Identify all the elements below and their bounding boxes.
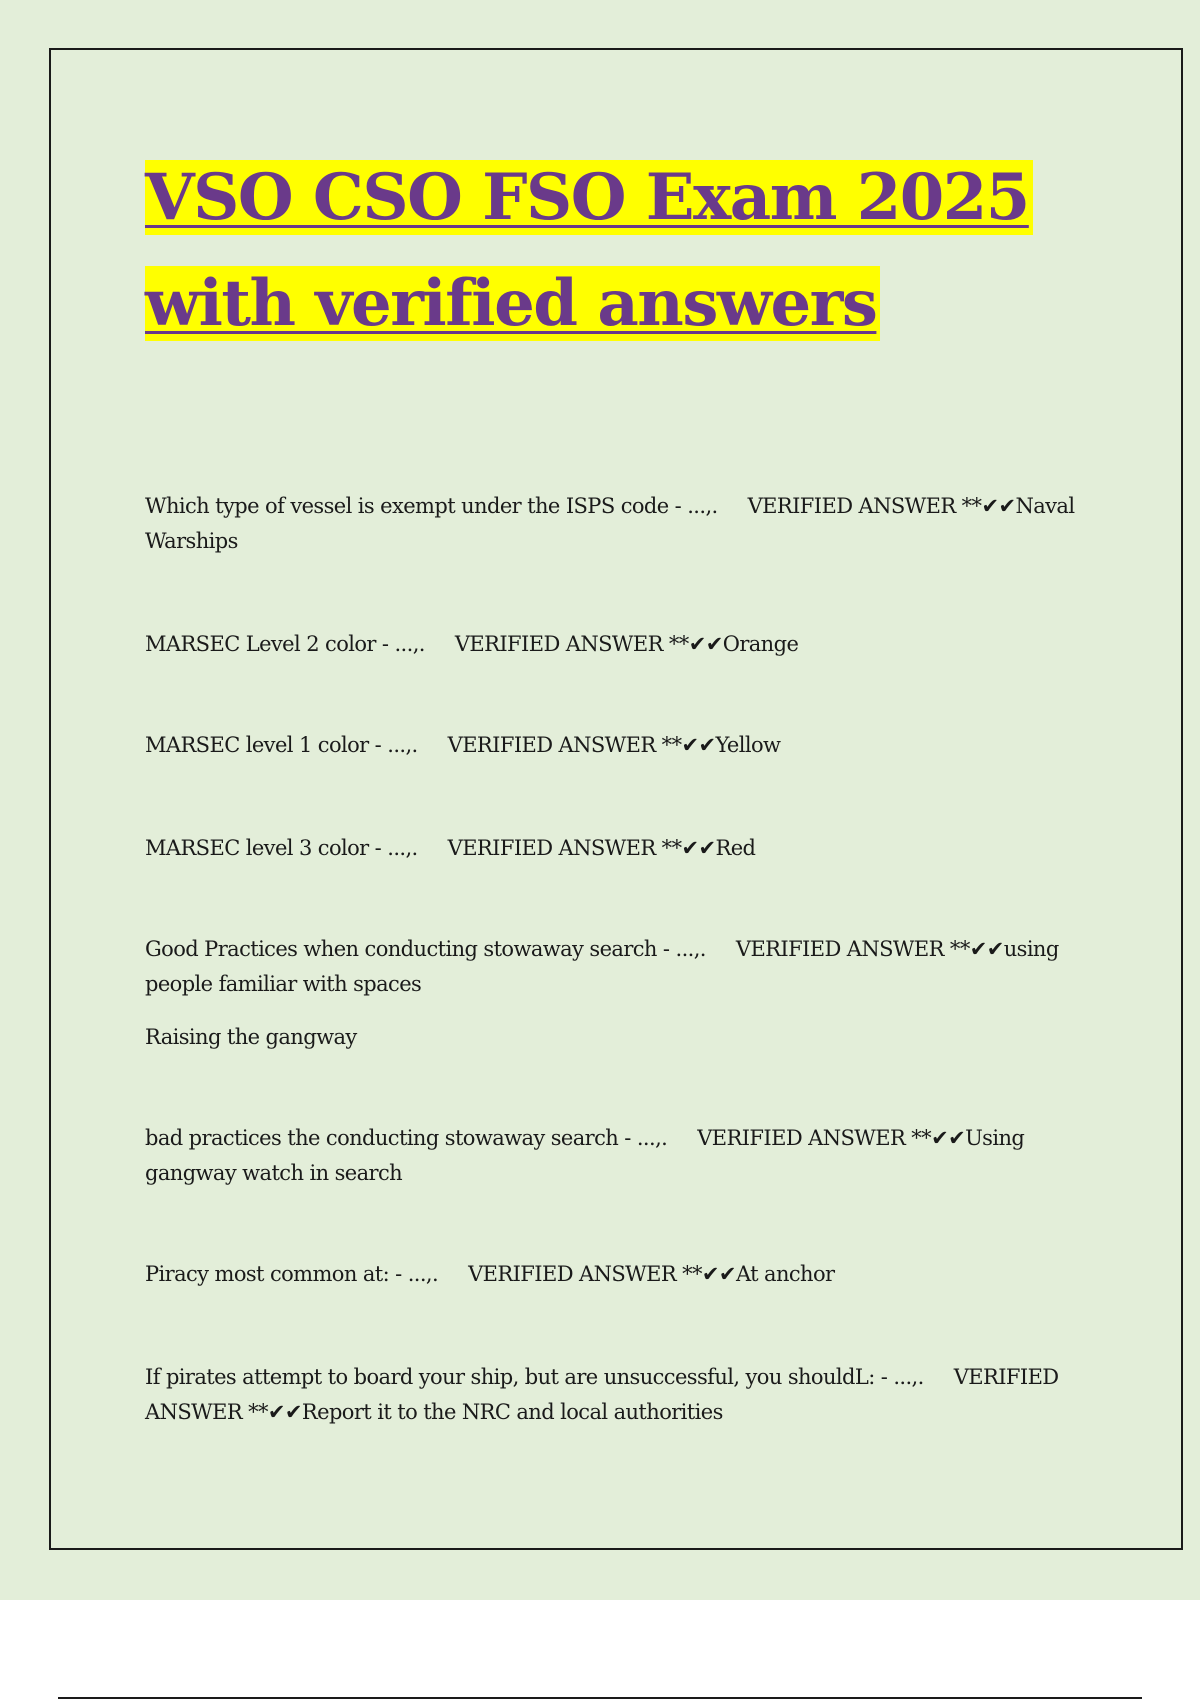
answer-text: Orange — [722, 632, 799, 656]
verified-answer-tag: VERIFIED ANSWER **✔✔ — [697, 1126, 966, 1150]
verified-answer-tag: VERIFIED ANSWER **✔✔ — [145, 1365, 1059, 1424]
verified-answer-tag: VERIFIED ANSWER **✔✔ — [447, 836, 716, 860]
title-line-1: VSO CSO FSO Exam 2025 — [145, 145, 1105, 251]
answer-text: Naval Warships — [145, 494, 1075, 553]
qa-item-7 — [145, 1257, 1075, 1292]
qa-item-5 — [145, 932, 1075, 1002]
qa-item-1 — [145, 489, 1075, 559]
qa-item-6 — [145, 1121, 1075, 1191]
question-text: If pirates attempt to board your ship, but are unsuccessful, you shouldL: - ...,. — [145, 1365, 924, 1389]
verified-answer-tag: VERIFIED ANSWER **✔✔ — [454, 632, 723, 656]
question-text: MARSEC Level 2 color - ...,. — [145, 632, 425, 656]
qa-item-8 — [145, 1360, 1075, 1430]
answer-text: Report it to the NRC and local authorities — [301, 1400, 723, 1424]
title-line-2: with verified answers — [145, 251, 1105, 357]
question-text: MARSEC level 1 color - ...,. — [145, 733, 418, 757]
qa-item-2 — [145, 627, 1075, 662]
answer-text: Red — [715, 836, 756, 860]
question-text: Good Practices when conducting stowaway search - ...,. — [145, 937, 706, 961]
question-text: MARSEC level 3 color - ...,. — [145, 836, 418, 860]
question-text: bad practices the conducting stowaway search - ...,. — [145, 1126, 668, 1150]
answer-text: Yellow — [715, 733, 781, 757]
qa-item-3 — [145, 728, 1075, 763]
verified-answer-tag: VERIFIED ANSWER **✔✔ — [447, 733, 716, 757]
answer-text: At anchor — [735, 1262, 835, 1286]
verified-answer-tag: VERIFIED ANSWER **✔✔ — [468, 1262, 736, 1286]
qa-item-4 — [145, 831, 1075, 866]
document-title — [145, 145, 1105, 357]
answer-text: using people familiar with spaces — [145, 937, 1059, 996]
verified-answer-tag: VERIFIED ANSWER **✔✔ — [747, 494, 1016, 518]
answer-text: Using gangway watch in search — [145, 1126, 1025, 1185]
verified-answer-tag: VERIFIED ANSWER **✔✔ — [735, 937, 1004, 961]
question-text: Piracy most common at: - ...,. — [145, 1262, 439, 1286]
footer-divider — [58, 1697, 1142, 1699]
question-text: Which type of vessel is exempt under the ISPS code - ...,. — [145, 494, 718, 518]
qa-item-5-extra: Raising the gangway — [145, 1025, 357, 1049]
